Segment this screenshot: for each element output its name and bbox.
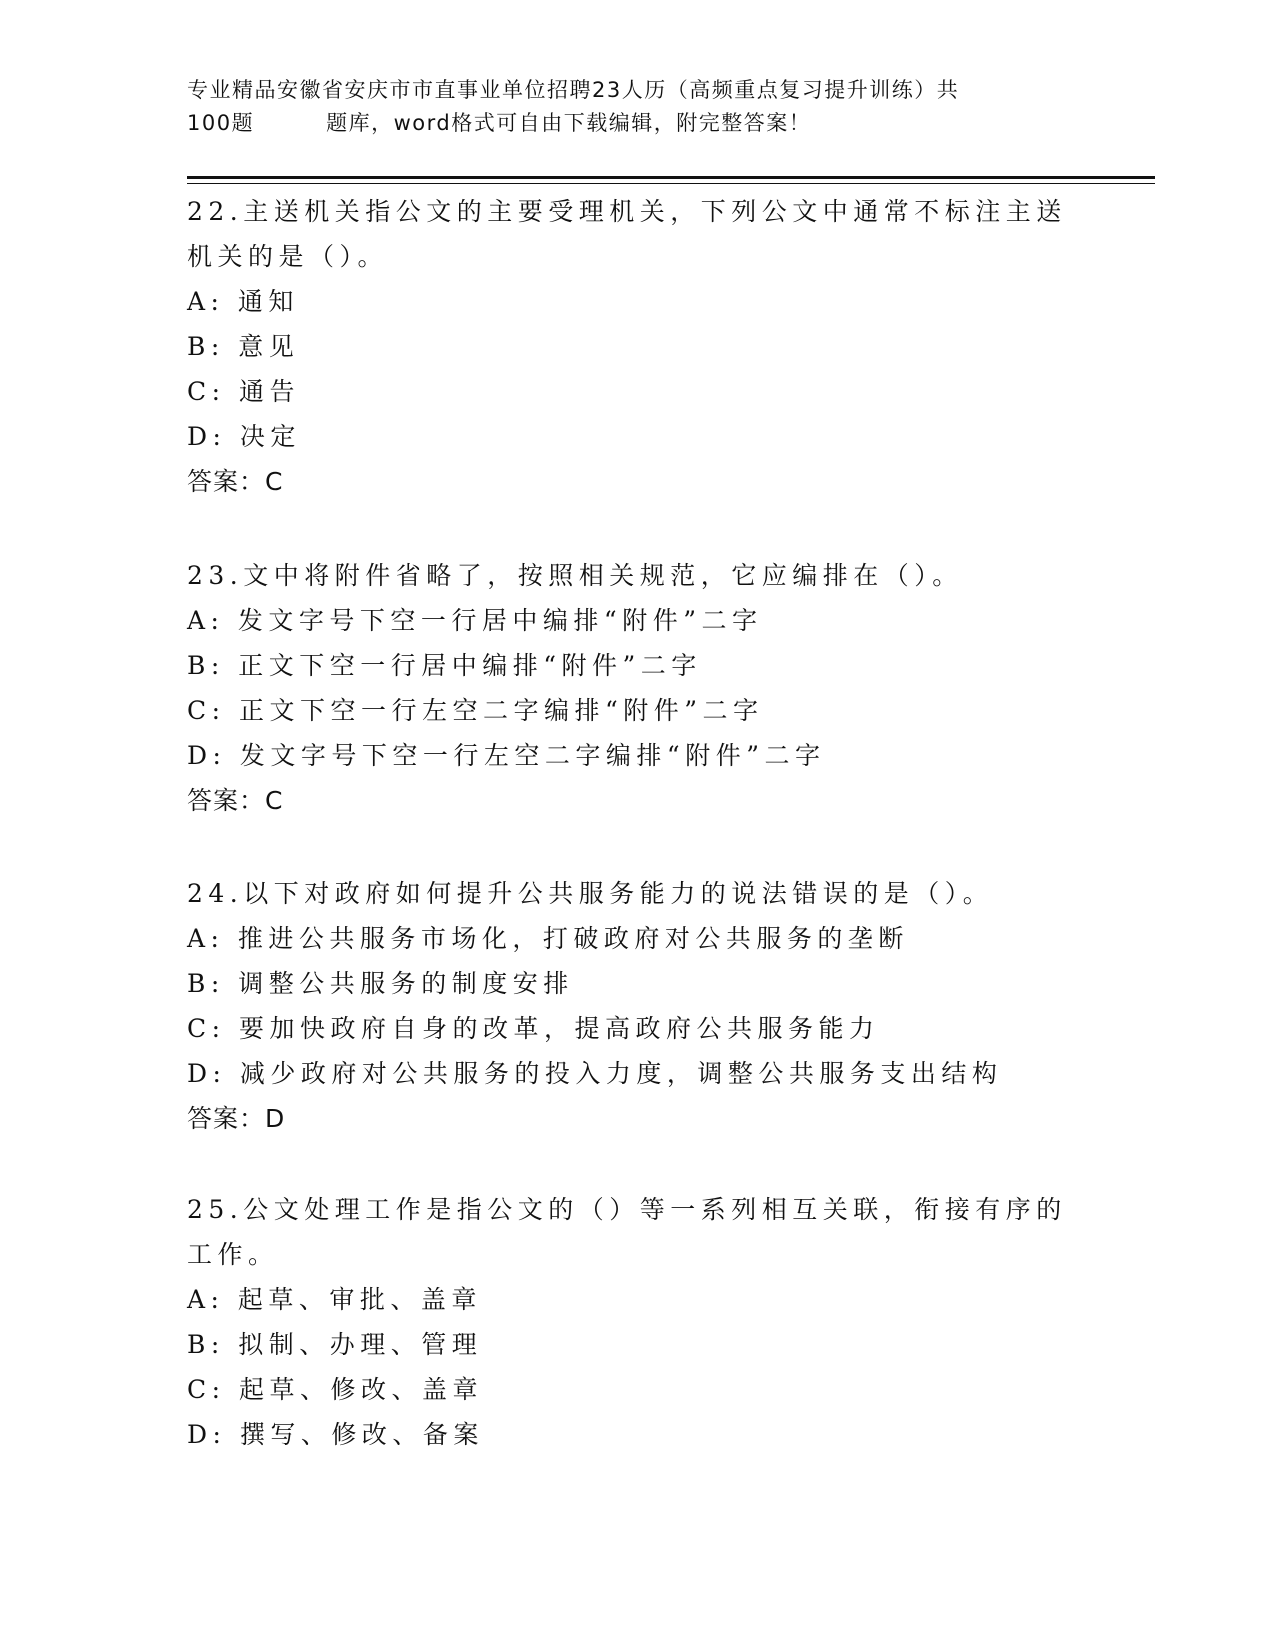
option-b: B: 意见 (187, 332, 300, 361)
header-title-suffix: 题库，word格式可自由下载编辑，附完整答案！ (326, 111, 812, 135)
question-stem: 25.公文处理工作是指公文的（）等一系列相互关联，衔接有序的工作。 (187, 1195, 1067, 1269)
option-a: A: 推进公共服务市场化，打破政府对公共服务的垄断 (187, 924, 909, 953)
header-divider-thin (187, 183, 1155, 184)
document-header (187, 74, 1087, 140)
question-25 (187, 1187, 1087, 1457)
option-a: A: 发文字号下空一行居中编排“附件”二字 (187, 606, 763, 635)
option-a: A: 起草、审批、盖章 (187, 1285, 482, 1314)
question-24 (187, 871, 1087, 1141)
option-b: B: 拟制、办理、管理 (187, 1330, 483, 1359)
option-d: D: 撰写、修改、备案 (187, 1420, 484, 1449)
option-d: D: 发文字号下空一行左空二字编排“附件”二字 (187, 741, 826, 770)
option-c: C: 通告 (187, 377, 300, 406)
option-b: B: 调整公共服务的制度安排 (187, 969, 574, 998)
option-c: C: 正文下空一行左空二字编排“附件”二字 (187, 696, 764, 725)
answer: 答案：C (187, 467, 284, 496)
header-title-line2 (187, 107, 1087, 140)
question-stem: 23.文中将附件省略了，按照相关规范，它应编排在（）。 (187, 561, 963, 590)
option-d: D: 决定 (187, 422, 301, 451)
option-c: C: 起草、修改、盖章 (187, 1375, 483, 1404)
option-a: A: 通知 (187, 287, 299, 316)
header-title-count: 100题 (187, 111, 255, 135)
question-stem: 24.以下对政府如何提升公共服务能力的说法错误的是（）。 (187, 879, 994, 908)
option-c: C: 要加快政府自身的改革，提高政府公共服务能力 (187, 1014, 880, 1043)
question-22 (187, 189, 1087, 504)
header-title-line1: 专业精品安徽省安庆市市直事业单位招聘23人历（高频重点复习提升训练）共 (187, 78, 960, 102)
answer: 答案：D (187, 1104, 286, 1133)
question-23 (187, 553, 1087, 823)
option-d: D: 减少政府对公共服务的投入力度，调整公共服务支出结构 (187, 1059, 1003, 1088)
header-divider-thick (187, 176, 1155, 179)
option-b: B: 正文下空一行居中编排“附件”二字 (187, 651, 702, 680)
question-stem: 22.主送机关指公文的主要受理机关，下列公文中通常不标注主送机关的是（）。 (187, 197, 1067, 271)
answer: 答案：C (187, 786, 284, 815)
